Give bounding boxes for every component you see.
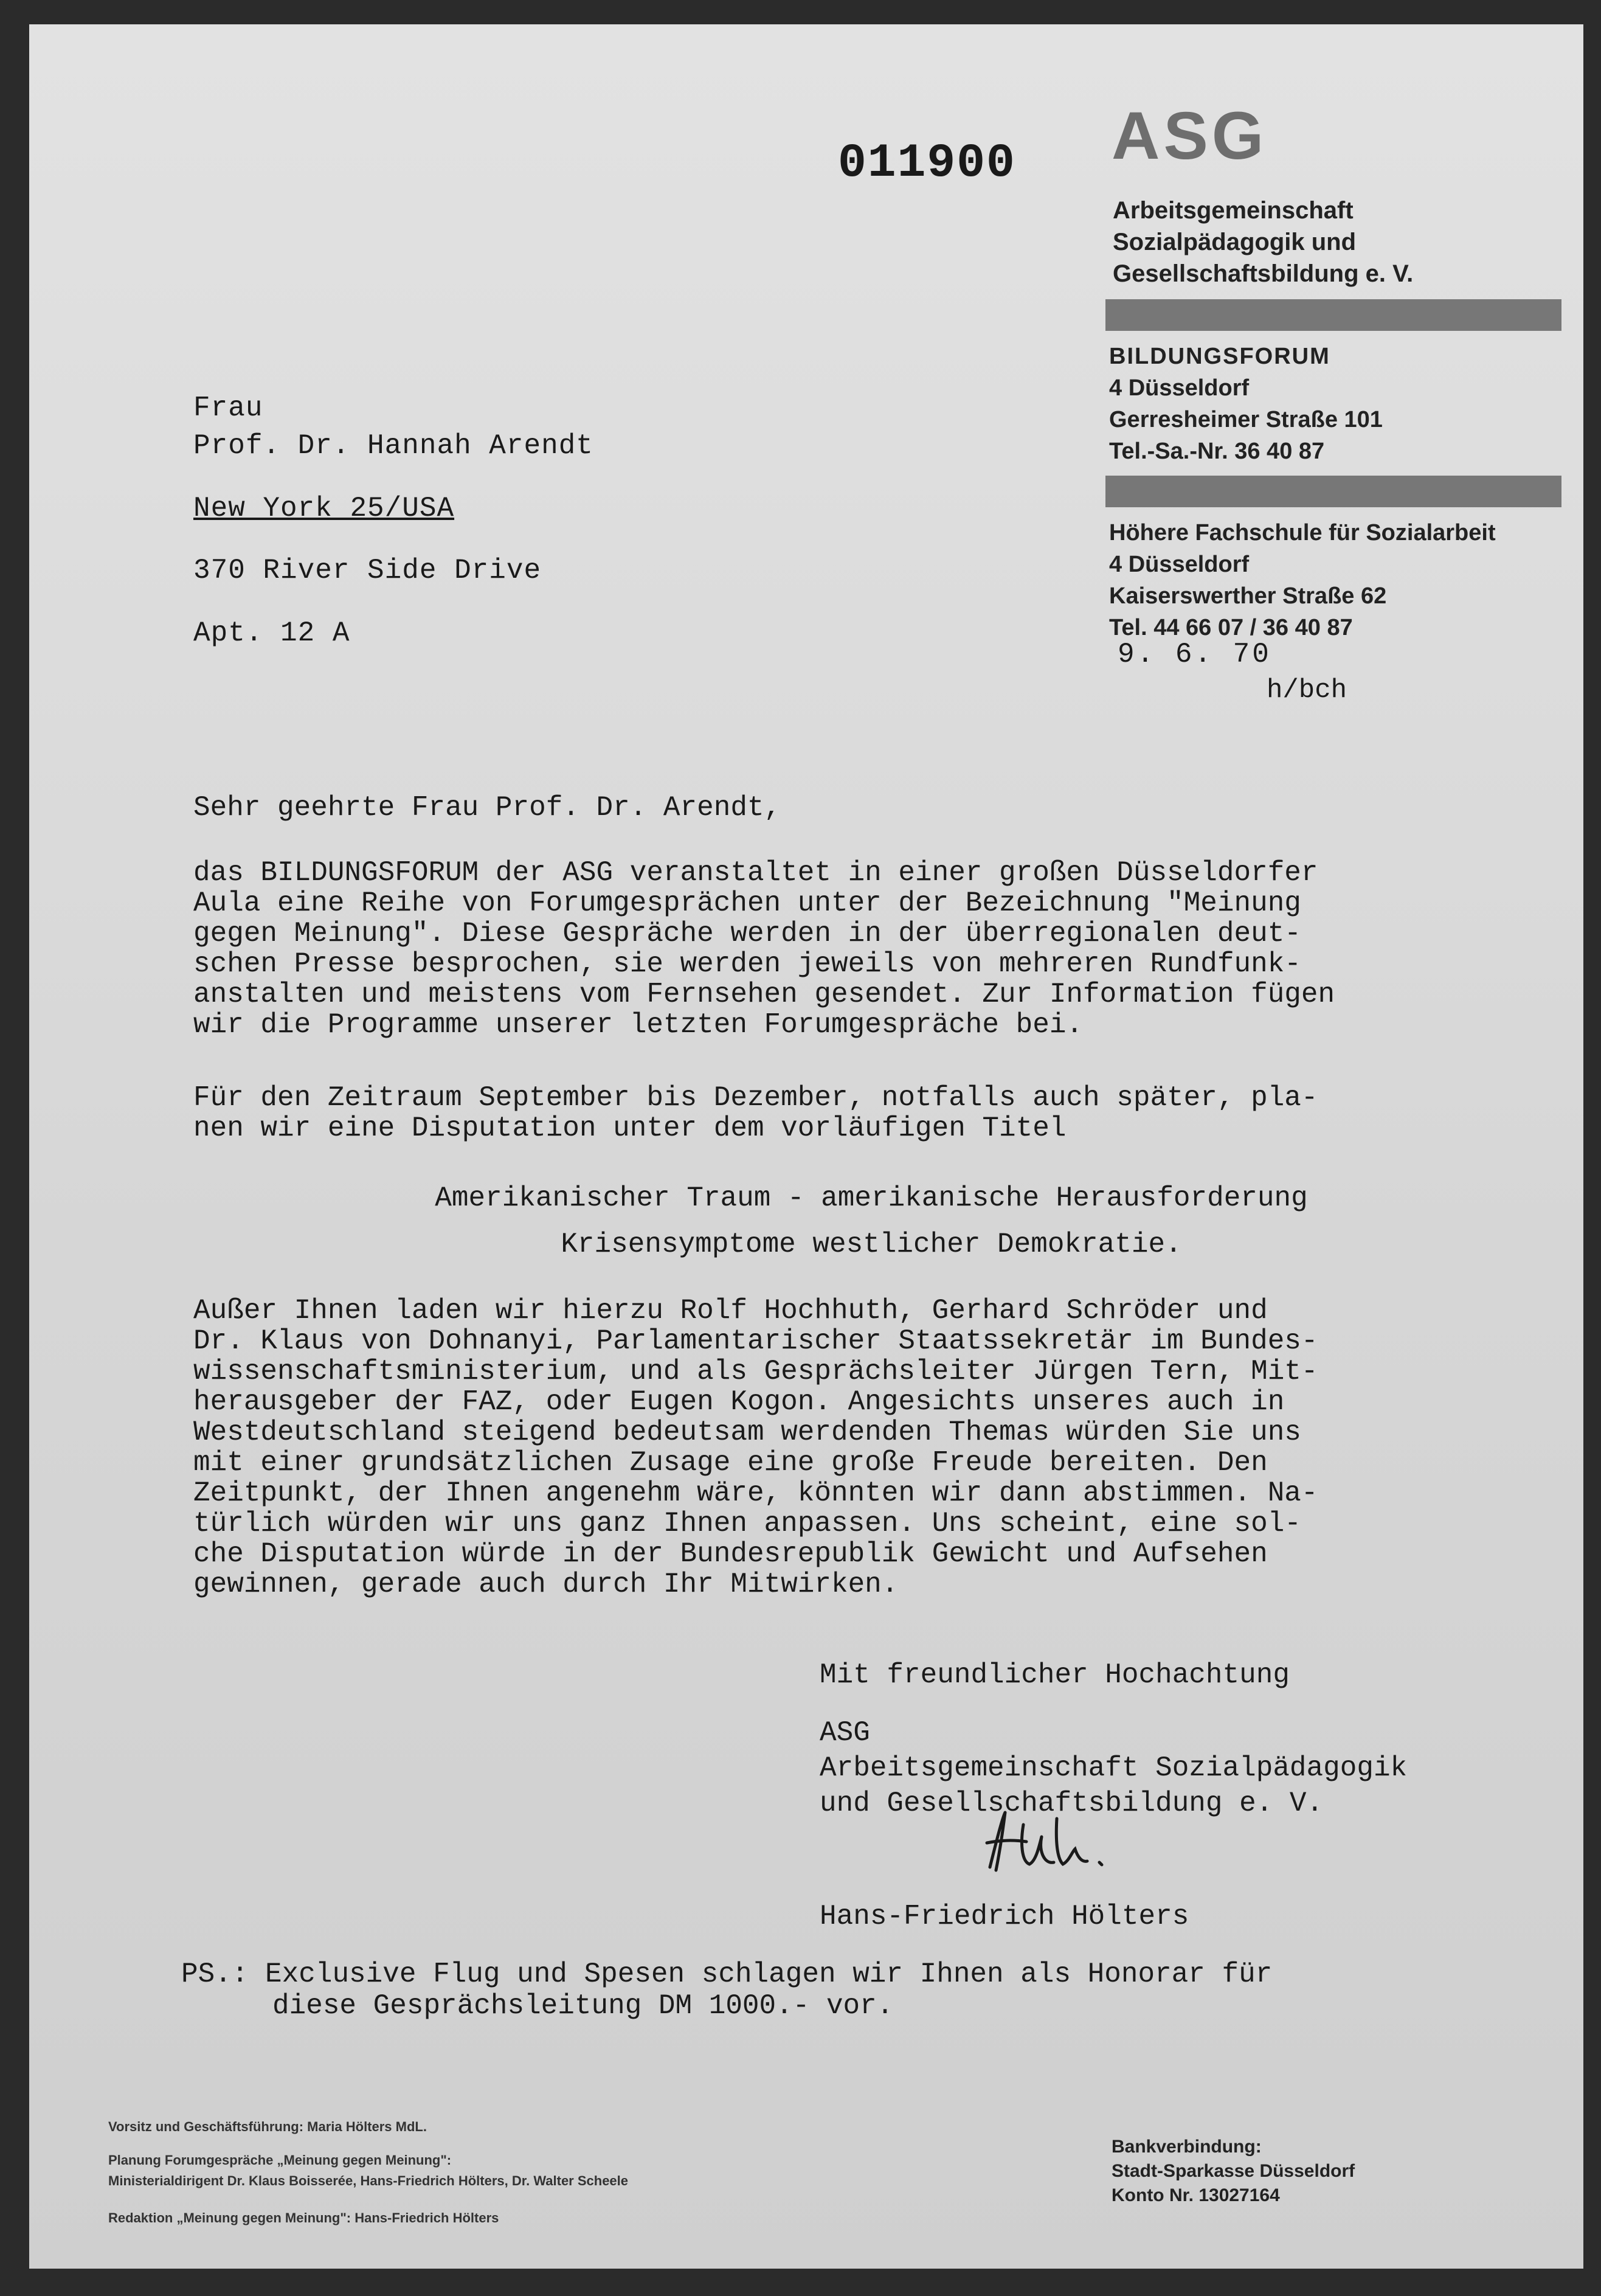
- footer-line: Planung Forumgespräche „Meinung gegen Meinung":: [108, 2152, 452, 2168]
- footer-planning: [108, 2150, 628, 2191]
- salutation: Sehr geehrte Frau Prof. Dr. Arendt,: [193, 792, 781, 824]
- text-line: Außer Ihnen laden wir hierzu Rolf Hochhuth, Gerhard Schröder und: [193, 1295, 1268, 1327]
- school-line: Tel. 44 66 07 / 36 40 87: [1109, 615, 1353, 640]
- recipient-apartment: Apt. 12 A: [193, 617, 350, 649]
- text-line: nen wir eine Disputation unter dem vorläufigen Titel: [193, 1112, 1067, 1144]
- text-line: gegen Meinung". Diese Gespräche werden in der überregionalen deut-: [193, 918, 1301, 949]
- closing-org-line: ASG: [820, 1717, 870, 1749]
- text-line: gewinnen, gerade auch durch Ihr Mitwirken.: [193, 1569, 899, 1600]
- text-line: anstalten und meistens vom Fernsehen gesendet. Zur Information fügen: [193, 979, 1335, 1010]
- text-line: che Disputation würde in der Bundesrepublik Gewicht und Aufsehen: [193, 1538, 1268, 1570]
- recipient-street: 370 River Side Drive: [193, 555, 542, 586]
- text-line: wir die Programme unserer letzten Forumgespräche bei.: [193, 1009, 1084, 1041]
- text-line: Aula eine Reihe von Forumgesprächen unter der Bezeichnung "Meinung: [193, 887, 1301, 919]
- fachschule-address: [1109, 517, 1496, 643]
- bildungsforum-address: [1109, 341, 1383, 467]
- signer-name: Hans-Friedrich Hölters: [820, 1901, 1189, 1932]
- bank-line: Stadt-Sparkasse Düsseldorf: [1112, 2161, 1355, 2181]
- text-line: das BILDUNGSFORUM der ASG veranstaltet in einer großen Düsseldorfer: [193, 857, 1318, 889]
- bank-line: Bankverbindung:: [1112, 2137, 1262, 2157]
- org-line: Arbeitsgemeinschaft: [1113, 197, 1354, 224]
- letterhead-org-name: [1113, 195, 1413, 290]
- closing-org-line: Arbeitsgemeinschaft Sozialpädagogik: [820, 1752, 1408, 1784]
- forum-line: BILDUNGSFORUM: [1109, 344, 1330, 369]
- org-line: Gesellschaftsbildung e. V.: [1113, 260, 1414, 287]
- ps-text: Exclusive Flug und Spesen schlagen wir Ihnen als Honorar für: [265, 1958, 1273, 1990]
- text-line: Dr. Klaus von Dohnanyi, Parlamentarischer Staatssekretär im Bundes-: [193, 1325, 1318, 1357]
- closing-org-line: und Gesellschaftsbildung e. V.: [820, 1788, 1324, 1819]
- recipient-salutation-line: Frau: [193, 392, 263, 424]
- document-number: 011900: [838, 137, 1016, 190]
- letter-sheet: [29, 24, 1583, 2269]
- footer-line: Ministerialdirigent Dr. Klaus Boisserée, Hans-Friedrich Hölters, Dr. Walter Scheele: [108, 2173, 629, 2188]
- school-line: 4 Düsseldorf: [1109, 552, 1250, 577]
- paragraph-3: [193, 1295, 1549, 1600]
- bank-details: [1112, 2135, 1355, 2208]
- text-line: herausgeber der FAZ, oder Eugen Kogon. Angesichts unseres auch in: [193, 1386, 1285, 1418]
- ps-line-2: diese Gesprächsleitung DM 1000.- vor.: [272, 1990, 894, 2022]
- letterhead-divider-bar: [1105, 299, 1561, 331]
- text-line: Für den Zeitraum September bis Dezember, notfalls auch später, pla-: [193, 1082, 1318, 1114]
- asg-logo: ASG: [1112, 99, 1268, 173]
- school-line: Kaiserswerther Straße 62: [1109, 583, 1387, 609]
- reference-code: h/bch: [1267, 675, 1347, 706]
- letterhead-divider-bar: [1105, 476, 1561, 507]
- closing-phrase: Mit freundlicher Hochachtung: [820, 1659, 1290, 1691]
- disputation-subtitle: Krisensymptome westlicher Demokratie.: [561, 1229, 1182, 1260]
- bank-line: Konto Nr. 13027164: [1112, 2185, 1280, 2205]
- text-line: Westdeutschland steigend bedeutsam werdenden Themas würden Sie uns: [193, 1417, 1301, 1448]
- closing-org: [820, 1715, 1407, 1821]
- paragraph-1: [193, 858, 1549, 1040]
- disputation-title: Amerikanischer Traum - amerikanische Herausforderung: [435, 1182, 1308, 1214]
- text-line: mit einer grundsätzlichen Zusage eine große Freude bereiten. Den: [193, 1447, 1268, 1479]
- org-line: Sozialpädagogik und: [1113, 229, 1357, 255]
- paragraph-2: [193, 1083, 1549, 1143]
- recipient-name: Prof. Dr. Hannah Arendt: [193, 430, 593, 462]
- ps-label: PS.:: [181, 1958, 249, 1990]
- forum-line: Gerresheimer Straße 101: [1109, 407, 1383, 432]
- text-line: schen Presse besprochen, sie werden jeweils von mehreren Rundfunk-: [193, 948, 1301, 980]
- handwritten-signature: [978, 1806, 1118, 1879]
- text-line: Zeitpunkt, der Ihnen angenehm wäre, könnten wir dann abstimmen. Na-: [193, 1477, 1318, 1509]
- forum-line: 4 Düsseldorf: [1109, 375, 1250, 401]
- school-line: Höhere Fachschule für Sozialarbeit: [1109, 520, 1496, 546]
- recipient-name-block: [193, 389, 593, 465]
- text-line: türlich würden wir uns ganz Ihnen anpassen. Uns scheint, eine sol-: [193, 1508, 1301, 1539]
- footer-board: Vorsitz und Geschäftsführung: Maria Hölters MdL.: [108, 2119, 427, 2134]
- recipient-city: New York 25/USA: [193, 493, 455, 524]
- postscript: [181, 1958, 1272, 2022]
- ps-line-1: [181, 1958, 1272, 1990]
- text-line: wissenschaftsministerium, und als Gesprächsleiter Jürgen Tern, Mit-: [193, 1356, 1318, 1387]
- footer-editorial: Redaktion „Meinung gegen Meinung": Hans-Friedrich Hölters: [108, 2210, 499, 2225]
- letter-date: 9. 6. 70: [1118, 639, 1271, 670]
- forum-line: Tel.-Sa.-Nr. 36 40 87: [1109, 439, 1325, 464]
